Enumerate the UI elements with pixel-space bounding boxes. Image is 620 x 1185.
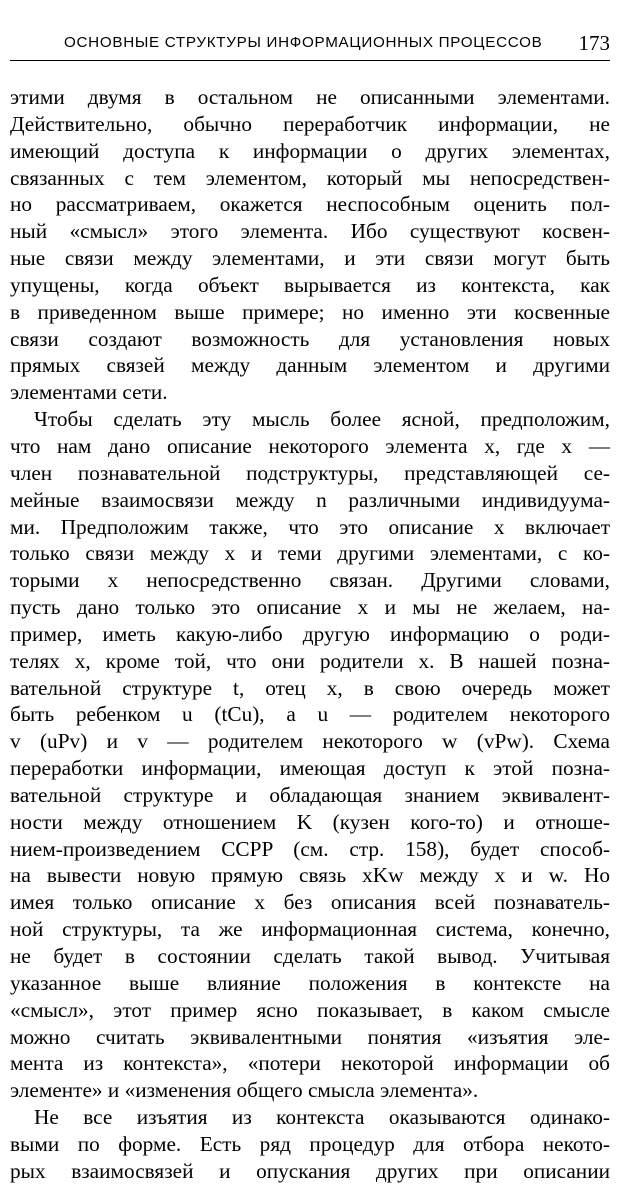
- text-line: ми. Предположим также, что это описание x включает: [10, 514, 610, 539]
- text-line: «смысл», этот пример ясно показывает, в каком смысле: [10, 997, 610, 1022]
- text-line: можно считать эквивалентными понятия «изъятия эле-: [10, 1024, 610, 1049]
- text-line: телях x, кроме той, что они родители x. В нашей позна-: [10, 648, 610, 673]
- text-line: но рассматриваем, окажется неспособным оценить пол-: [10, 192, 610, 217]
- text-line: Действительно, обычно переработчик информации, не: [10, 111, 610, 136]
- text-line: указанное выше влияние положения в контексте на: [10, 970, 610, 995]
- text-line: элементами сети.: [10, 380, 168, 405]
- text-line: упущены, когда объект вырывается из контекста, как: [10, 272, 610, 297]
- header-rule: [10, 60, 610, 61]
- text-line: связанных с тем элементом, который мы непосредствен-: [10, 165, 610, 190]
- text-line: Не все изъятия из контекста оказываются одинако-: [34, 1105, 610, 1130]
- text-line: ный «смысл» этого элемента. Ибо существуют косвен-: [10, 219, 610, 244]
- text-line: что нам дано описание некоторого элемента x, где x —: [10, 433, 610, 458]
- text-line: пример, иметь какую-либо другую информацию о роди-: [10, 621, 610, 646]
- text-line: этими двумя в остальном не описанными элементами.: [10, 85, 610, 109]
- text-line: пусть дано только это описание x и мы не желаем, на-: [10, 595, 610, 620]
- text-line: вательной структуре и обладающая знанием эквивалент-: [10, 782, 610, 807]
- text-line: нием-произведением CCPP (см. стр. 158), будет способ-: [10, 836, 610, 861]
- text-line: быть ребенком u (tCu), а u — родителем некоторого: [10, 702, 610, 727]
- text-line: вательной структуре t, отец x, в свою очередь может: [10, 675, 610, 700]
- text-line: на вывести новую прямую связь xKw между x и w. Но: [10, 863, 610, 888]
- text-line: мента из контекста», «потери некоторой информации об: [10, 1051, 610, 1076]
- text-line: в приведенном выше примере; но именно эти косвенные: [10, 299, 610, 324]
- text-line: мейные взаимосвязи между n различными индивидуума-: [10, 487, 610, 512]
- text-line: не будет в состоянии сделать такой вывод. Учитывая: [10, 944, 610, 968]
- text-line: имеющий доступа к информации о других элементах,: [10, 138, 610, 163]
- text-line: рых взаимосвязей и опускания других при описании: [10, 1158, 610, 1183]
- text-line: ные связи между элементами, и эти связи могут быть: [10, 246, 610, 271]
- text-line: только связи между x и теми другими элементами, с ко-: [10, 541, 610, 566]
- text-line: связи создают возможность для установления новых: [10, 326, 610, 351]
- text-line: элементе» и «изменения общего смысла элемента».: [10, 1078, 479, 1103]
- text-line: торыми x непосредственно связан. Другими словами,: [10, 568, 610, 593]
- text-line: имея только описание x без описания всей познаватель-: [10, 890, 610, 915]
- text-line: выми по форме. Есть ряд процедур для отбора некото-: [10, 1131, 610, 1156]
- text-line: член познавательной подструктуры, представляющей се-: [10, 460, 610, 485]
- running-head: ОСНОВНЫЕ СТРУКТУРЫ ИНФОРМАЦИОННЫХ ПРОЦЕССОВ: [64, 34, 543, 51]
- text-line: ности между отношением K (кузен кого-то) и отноше-: [10, 809, 610, 834]
- text-line: Чтобы сделать эту мысль более ясной, предположим,: [34, 407, 610, 432]
- body-text: [10, 84, 610, 1185]
- text-line: прямых связей между данным элементом и другими: [10, 353, 610, 378]
- text-line: переработки информации, имеющая доступ к этой позна-: [10, 756, 610, 781]
- text-line: ной структуры, та же информационная система, конечно,: [10, 917, 610, 942]
- page-header: [10, 31, 610, 58]
- text-line: v (uPv) и v — родителем некоторого w (vPw). Схема: [10, 729, 610, 754]
- page-number: 173: [578, 31, 610, 55]
